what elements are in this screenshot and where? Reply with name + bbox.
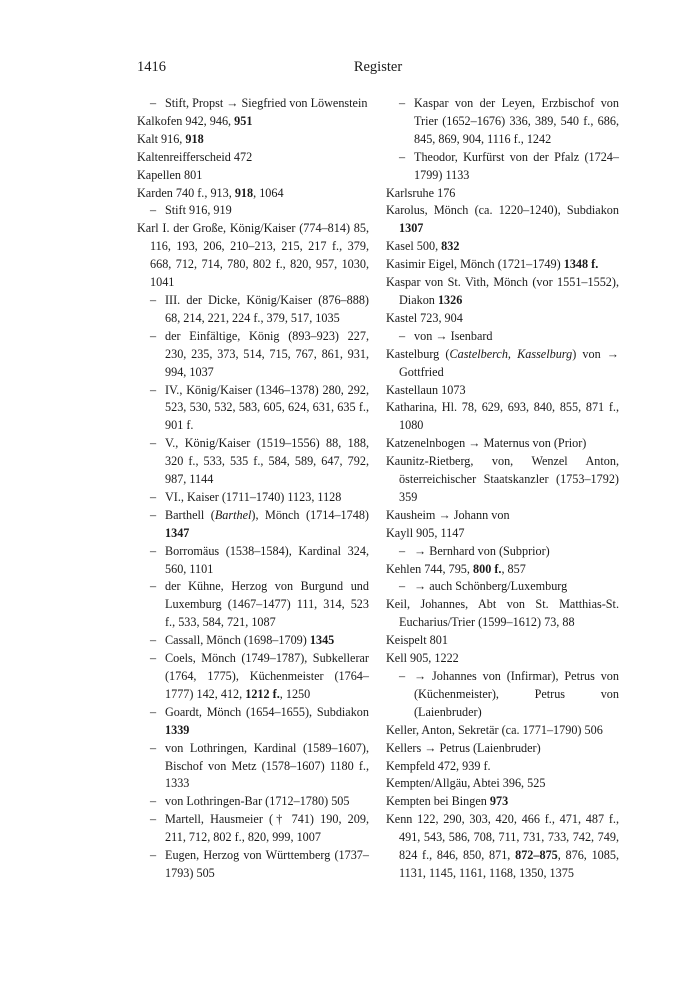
register-entry [386, 722, 619, 740]
register-entry [386, 185, 619, 203]
register-entry [137, 113, 369, 131]
entry-text: Karden 740 f., 913, [137, 185, 235, 200]
register-entry [386, 775, 619, 793]
entry-text: Barthell ( [165, 507, 215, 522]
subentry-dash: – [150, 704, 157, 719]
register-subentry [137, 811, 369, 847]
register-subentry [137, 292, 369, 328]
entry-text: Kastellaun 1073 [386, 382, 466, 397]
entry-text: Eugen, Herzog von Württemberg (1737–1793) 505 [165, 848, 369, 880]
entry-text: Cassall, Mönch (1698–1709) [165, 633, 310, 648]
entry-text: von Lothringen, Kardinal (1589–1607), Bischof von Metz (1578–1607) 1180 f., 1333 [165, 740, 369, 791]
register-subentry [137, 543, 369, 579]
entry-text: Kalkofen 942, 946, [137, 113, 235, 128]
entry-text: → Johannes von (Infirmar), Petrus von (Küchenmeister), Petrus von (Laienbruder) [414, 669, 619, 719]
entry-text: Martell, Hausmeier († 741) 190, 209, 211, 712, 802 f., 820, 999, 1007 [165, 812, 369, 845]
subentry-dash: – [150, 794, 157, 809]
register-subentry [386, 328, 619, 346]
entry-text: Kalt 916, [137, 131, 186, 146]
entry-text: , 1250 [279, 686, 311, 701]
bold-page-ref: 973 [489, 794, 509, 809]
entry-text: Kempten/Allgäu, Abtei 396, 525 [386, 776, 546, 791]
entry-text: Kasimir Eigel, Mönch (1721–1749) [386, 257, 564, 272]
register-subentry [137, 382, 369, 436]
register-entry [386, 238, 619, 256]
bold-page-ref: 1348 f. [563, 257, 599, 272]
register-subentry [137, 202, 369, 220]
register-entry [137, 185, 369, 203]
bold-page-ref: 800 f. [473, 561, 502, 576]
entry-text: → Bernhard von (Subprior) [414, 543, 550, 558]
subentry-dash: – [399, 149, 406, 164]
italic-variant: Castelberch, Kasselburg [449, 346, 573, 361]
subentry-dash: – [399, 96, 406, 110]
register-entry [386, 453, 619, 507]
subentry-dash: – [150, 382, 157, 397]
register-entry [137, 167, 369, 185]
register-subentry [137, 650, 369, 704]
entry-text: Theodor, Kurfürst von der Pfalz (1724–1799) 1133 [414, 149, 619, 182]
register-subentry [137, 704, 369, 740]
entry-text: Kaunitz-Rietberg, von, Wenzel Anton, österreichischer Staatskanzler (1753–1792) 359 [386, 454, 619, 504]
entry-text: Karlsruhe 176 [386, 185, 456, 200]
register-entry [386, 256, 619, 274]
bold-page-ref: 1307 [399, 221, 424, 236]
entry-text: Kastelburg ( [386, 346, 450, 361]
register-subentry [137, 95, 369, 113]
register-entry [386, 650, 619, 668]
bold-page-ref: 832 [441, 239, 460, 254]
bold-page-ref: 918 [234, 185, 254, 200]
entry-text: Kempfeld 472, 939 f. [386, 758, 491, 773]
register-subentry [137, 847, 369, 883]
entry-text: Coels, Mönch (1749–1787), Subkellerar (1764, 1775), Küchenmeister (1764–1777) 142, 412, [165, 651, 369, 701]
entry-text: der Kühne, Herzog von Burgund und Luxemburg (1467–1477) 111, 314, 523 f., 533, 584, 721, 1087 [165, 579, 369, 630]
subentry-dash: – [150, 579, 157, 594]
italic-variant: Barthel [214, 507, 252, 522]
register-subentry [386, 95, 619, 149]
bold-page-ref: 1326 [437, 292, 463, 307]
bold-page-ref: 1212 f. [245, 686, 280, 701]
register-entry [386, 507, 619, 525]
register-entry [386, 435, 619, 453]
entry-text: Stift 916, 919 [165, 203, 232, 218]
subentry-dash: – [150, 96, 157, 110]
register-entry [386, 596, 619, 632]
register-entry [386, 346, 619, 382]
entry-text: Kenn 122, 290, 303, 420, 466 f., 471, 487 f., 491, 543, 586, 708, 711, 731, 733, 742, 749, 824 f., 846, 850, 871, [386, 812, 619, 863]
subentry-dash: – [150, 203, 157, 218]
entry-text: Kaspar von der Leyen, Erzbischof von Trier (1652–1676) 336, 389, 540 f., 686, 845, 869, 904, 1116 f., 1242 [414, 96, 619, 146]
entry-text: , 857 [501, 561, 526, 576]
subentry-dash: – [399, 669, 406, 683]
register-entry [386, 202, 619, 238]
entry-text: Karl I. der Große, König/Kaiser (774–814) 85, 116, 193, 206, 210–213, 215, 217 f., 379, 668, 712, 714, 780, 802 f., 820, 957, 1030, 1041 [137, 221, 369, 290]
entry-text: Kausheim → Johann von [386, 507, 510, 522]
register-subentry [386, 149, 619, 185]
entry-text: Goardt, Mönch (1654–1655), Subdiakon [165, 704, 369, 719]
entry-text: Stift, Propst → Siegfried von Löwenstein [165, 96, 368, 110]
register-subentry [137, 740, 369, 794]
subentry-dash: – [150, 812, 157, 827]
bold-page-ref: 1345 [309, 633, 335, 648]
subentry-dash: – [150, 489, 157, 504]
register-entry [386, 811, 619, 883]
entry-text: Keller, Anton, Sekretär (ca. 1771–1790) 506 [386, 722, 603, 737]
entry-text: → auch Schönberg/Luxemburg [414, 579, 568, 594]
entry-text: Kapellen 801 [137, 167, 203, 182]
entry-text: Kasel 500, [386, 239, 442, 254]
entry-text: III. der Dicke, König/Kaiser (876–888) 68, 214, 221, 224 f., 379, 517, 1035 [165, 292, 369, 325]
register-subentry [137, 507, 369, 543]
entry-text: von Lothringen-Bar (1712–1780) 505 [165, 794, 350, 809]
entry-text: Kaspar von St. Vith, Mönch (vor 1551–1552), Diakon [386, 275, 619, 307]
entry-text: , 876, 1085, 1131, 1145, 1161, 1168, 1350, 1375 [399, 848, 620, 880]
entry-text: VI., Kaiser (1711–1740) 1123, 1128 [165, 489, 342, 504]
entry-text: ) von → Gottfried [399, 346, 619, 379]
register-entry [386, 740, 619, 758]
subentry-dash: – [150, 328, 157, 343]
subentry-dash: – [399, 579, 406, 594]
entry-text: Kayll 905, 1147 [386, 525, 465, 540]
subentry-dash: – [150, 292, 157, 307]
register-entry [137, 131, 369, 149]
entry-text: V., König/Kaiser (1519–1556) 88, 188, 320 f., 533, 535 f., 584, 589, 647, 792, 987, 1144 [165, 436, 369, 487]
running-title: Register [353, 59, 403, 75]
register-entry [386, 399, 619, 435]
subentry-dash: – [150, 436, 157, 451]
register-entry [386, 274, 619, 310]
subentry-dash: – [150, 543, 157, 558]
subentry-dash: – [150, 848, 157, 863]
page-header [137, 59, 619, 81]
entry-text: Keispelt 801 [386, 633, 448, 648]
entry-text: ), Mönch (1714–1748) [251, 507, 369, 522]
register-entry [386, 310, 619, 328]
subentry-dash: – [399, 543, 406, 558]
register-entry [386, 525, 619, 543]
register-subentry [386, 578, 619, 596]
register-subentry [386, 543, 619, 561]
entry-text: IV., König/Kaiser (1346–1378) 280, 292, 523, 530, 532, 583, 605, 624, 631, 635 f., 901 f. [165, 382, 369, 433]
bold-page-ref: 1347 [165, 525, 190, 540]
register-subentry [137, 489, 369, 507]
register-entry [137, 220, 369, 292]
register-subentry [137, 435, 369, 489]
entry-text: Borromäus (1538–1584), Kardinal 324, 560, 1101 [165, 543, 369, 576]
subentry-dash: – [150, 651, 157, 666]
right-column [386, 95, 619, 883]
register-entry [386, 793, 619, 811]
register-subentry [137, 328, 369, 382]
entry-text: Kempten bei Bingen [386, 794, 490, 809]
bold-page-ref: 1339 [165, 722, 190, 737]
register-subentry [137, 793, 369, 811]
page-number: 1416 [137, 59, 166, 75]
register-subentry [137, 632, 369, 650]
entry-text: Katharina, Hl. 78, 629, 693, 840, 855, 871 f., 1080 [386, 400, 619, 433]
entry-text: Katzenelnbogen → Maternus von (Prior) [386, 436, 587, 451]
entry-text: Kastel 723, 904 [386, 310, 463, 325]
entry-text: Kaltenreifferscheid 472 [137, 149, 253, 164]
entry-text: Keil, Johannes, Abt von St. Matthias-St. Eucharius/Trier (1599–1612) 73, 88 [386, 597, 619, 630]
subentry-dash: – [399, 328, 406, 343]
left-column [137, 95, 369, 883]
bold-page-ref: 951 [234, 113, 253, 128]
entry-text: Kell 905, 1222 [386, 651, 459, 666]
register-entry [386, 632, 619, 650]
bold-page-ref: 872–875 [515, 848, 558, 863]
register-entry [386, 382, 619, 400]
register-subentry [137, 578, 369, 632]
bold-page-ref: 918 [185, 131, 204, 146]
register-entry [386, 758, 619, 776]
entry-text: Kellers → Petrus (Laienbruder) [386, 740, 541, 755]
subentry-dash: – [150, 740, 157, 755]
register-subentry [386, 668, 619, 722]
entry-text: Kehlen 744, 795, [386, 561, 473, 576]
entry-text: der Einfältige, König (893–923) 227, 230, 235, 373, 514, 715, 767, 861, 931, 994, 1037 [165, 328, 369, 379]
entry-text: von → Isenbard [414, 328, 493, 343]
register-entry [137, 149, 369, 167]
entry-text: , 1064 [253, 185, 284, 200]
register-entry [386, 561, 619, 579]
subentry-dash: – [150, 507, 157, 522]
entry-text: Karolus, Mönch (ca. 1220–1240), Subdiakon [386, 203, 619, 218]
subentry-dash: – [150, 633, 157, 648]
